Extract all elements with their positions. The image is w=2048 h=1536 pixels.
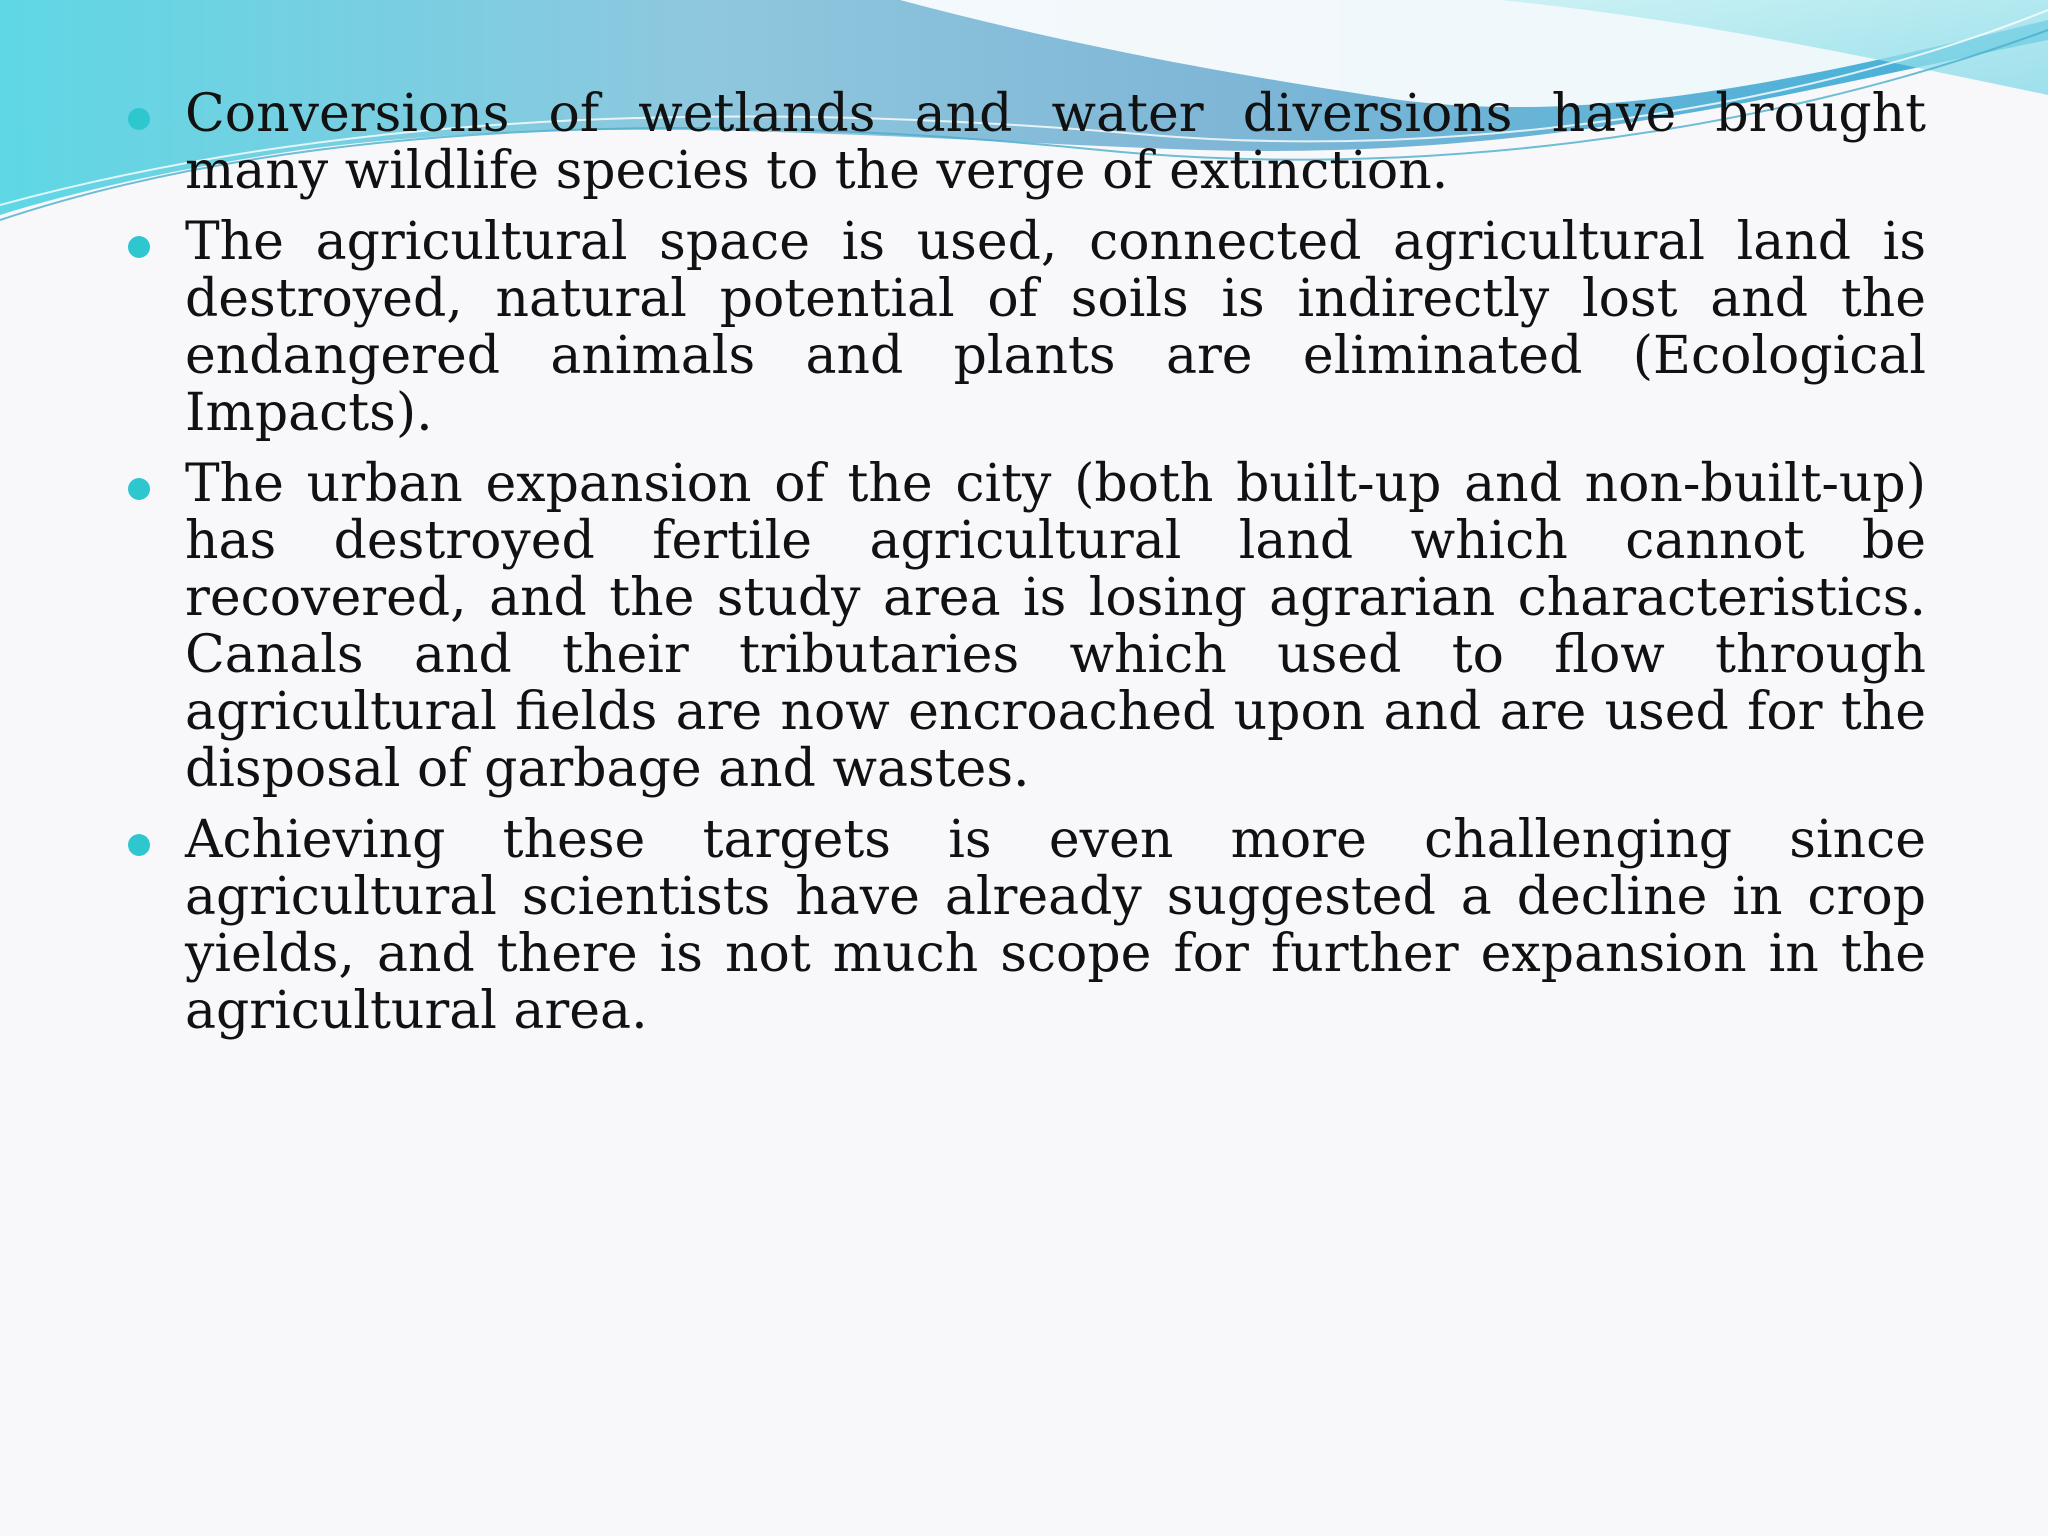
bullet-item	[128, 812, 1926, 1040]
bullet-text: Conversions of wetlands and water diversions have brought many wildlife species to the verge of extinction.	[185, 84, 1926, 201]
slide-content	[128, 86, 1926, 1054]
bullet-item	[128, 86, 1926, 200]
bullet-item	[128, 214, 1926, 442]
bullet-text: Achieving these targets is even more challenging since agricultural scientists have already suggested a decline in crop yields, and there is not much scope for further expansion in the agricultural area.	[185, 810, 1926, 1041]
bullet-dot-icon	[128, 478, 150, 500]
bullet-item	[128, 456, 1926, 798]
bullet-dot-icon	[128, 834, 150, 856]
bullet-text: The agricultural space is used, connected agricultural land is destroyed, natural potential of soils is indirectly lost and the endangered animals and plants are eliminated (Ecological Impacts).	[185, 212, 1926, 443]
bullet-list	[128, 86, 1926, 1040]
bullet-text: The urban expansion of the city (both built-up and non-built-up) has destroyed fertile agricultural land which cannot be recovered, and the study area is losing agrarian characteristics. Canals and their tributaries which used to flow through agricultural fields are now encroached upon and are used for the disposal of garbage and wastes.	[185, 454, 1926, 799]
bullet-dot-icon	[128, 108, 150, 130]
bullet-dot-icon	[128, 236, 150, 258]
